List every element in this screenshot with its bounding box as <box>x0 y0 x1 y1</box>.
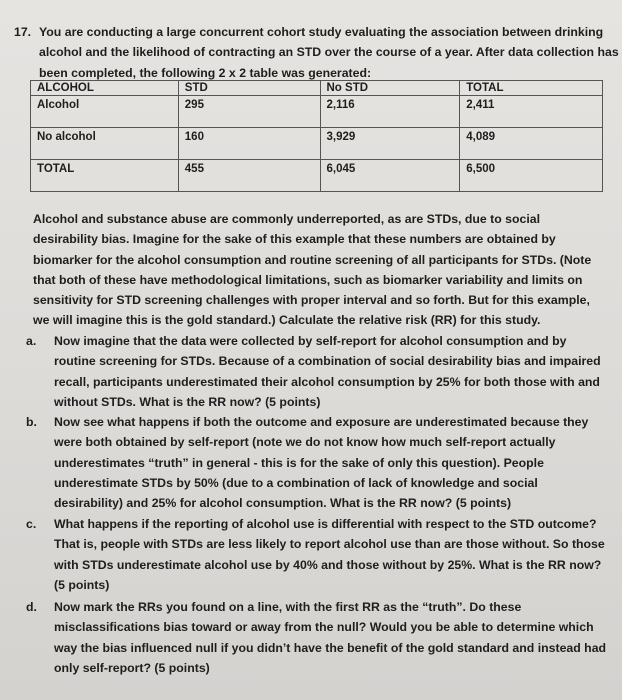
row-alcohol-std: 295 <box>178 96 320 128</box>
header-std: STD <box>178 81 320 96</box>
row-total-label: TOTAL <box>31 160 179 192</box>
body-paragraph: Alcohol and substance abuse are commonly underreported, as are STDs, due to social desirability bias. Imagine for the sake of this example that these numbers are obtained by biomarker for the alcohol consumption and routine screening of all participants for STDs. (Note that both of these have methodological limitations, such as biomarker variability and limits on sensitivity for STD screening challenges with proper interval and so forth. But for this example, we will imagine this is the gold standard.) Calculate the relative risk (RR) for this study. <box>33 212 592 328</box>
sub-question-text: Now mark the RRs you found on a line, with the first RR as the “truth”. Do these misclassifications bias toward or away from the null? Would you be able to determine which way the bias influenced null if you didn’t have the benefit of the gold standard and instead had only self-report? (5 points) <box>54 600 607 675</box>
table-header-row <box>31 81 603 96</box>
header-alcohol: ALCOHOL <box>31 81 179 96</box>
sub-question-letter: d. <box>26 600 37 614</box>
sub-question-letter: a. <box>26 334 37 348</box>
sub-question-d <box>26 597 608 678</box>
row-total-total: 6,500 <box>460 160 603 192</box>
question-number: 17. <box>14 25 32 39</box>
row-alcohol-no-std: 2,116 <box>320 96 460 128</box>
sub-question-text: Now see what happens if both the outcome and exposure are underestimated because they were both obtained by self-report (note we do not know how much self-report actually underestimates “truth” in general - this is for the sake of only this question). People underestimate STDs by 50% (due to a combination of lack of knowledge and social desirability) and 25% for alcohol consumption. What is the RR now? (5 points) <box>54 415 589 511</box>
sub-question-b <box>26 412 608 513</box>
row-total-no-std: 6,045 <box>320 160 460 192</box>
sub-question-letter: c. <box>26 517 37 531</box>
row-total-std: 455 <box>178 160 320 192</box>
row-alcohol-label: Alcohol <box>31 96 179 128</box>
table-row <box>31 160 603 192</box>
table-row <box>31 128 603 160</box>
question-intro-text: You are conducting a large concurrent cohort study evaluating the association between drinking alcohol and the likelihood of contracting an STD over the course of a year. After data collection has been completed, the following 2 x 2 table was generated: <box>39 25 619 80</box>
sub-question-letter: b. <box>26 415 37 429</box>
table-row <box>31 96 603 128</box>
row-no-alcohol-std: 160 <box>178 128 320 160</box>
contingency-table <box>30 80 603 192</box>
sub-question-a <box>26 331 608 412</box>
header-no-std: No STD <box>320 81 460 96</box>
row-no-alcohol-no-std: 3,929 <box>320 128 460 160</box>
row-alcohol-total: 2,411 <box>460 96 603 128</box>
row-no-alcohol-label: No alcohol <box>31 128 179 160</box>
header-total: TOTAL <box>460 81 603 96</box>
question-intro <box>14 22 622 83</box>
sub-question-text: What happens if the reporting of alcohol use is differential with respect to the STD outcome? That is, people with STDs are less likely to report alcohol use than are those without. So those with STDs underestimate alcohol use by 40% and those without by 25%. What is the RR now? (5 points) <box>54 517 605 592</box>
row-no-alcohol-total: 4,089 <box>460 128 603 160</box>
sub-question-text: Now imagine that the data were collected by self-report for alcohol consumption and by routine screening for STDs. Because of a combination of social desirability bias and impaired recall, participants underestimated their alcohol consumption by 25% for both those with and without STDs. What is the RR now? (5 points) <box>54 334 601 409</box>
sub-question-c <box>26 514 608 595</box>
